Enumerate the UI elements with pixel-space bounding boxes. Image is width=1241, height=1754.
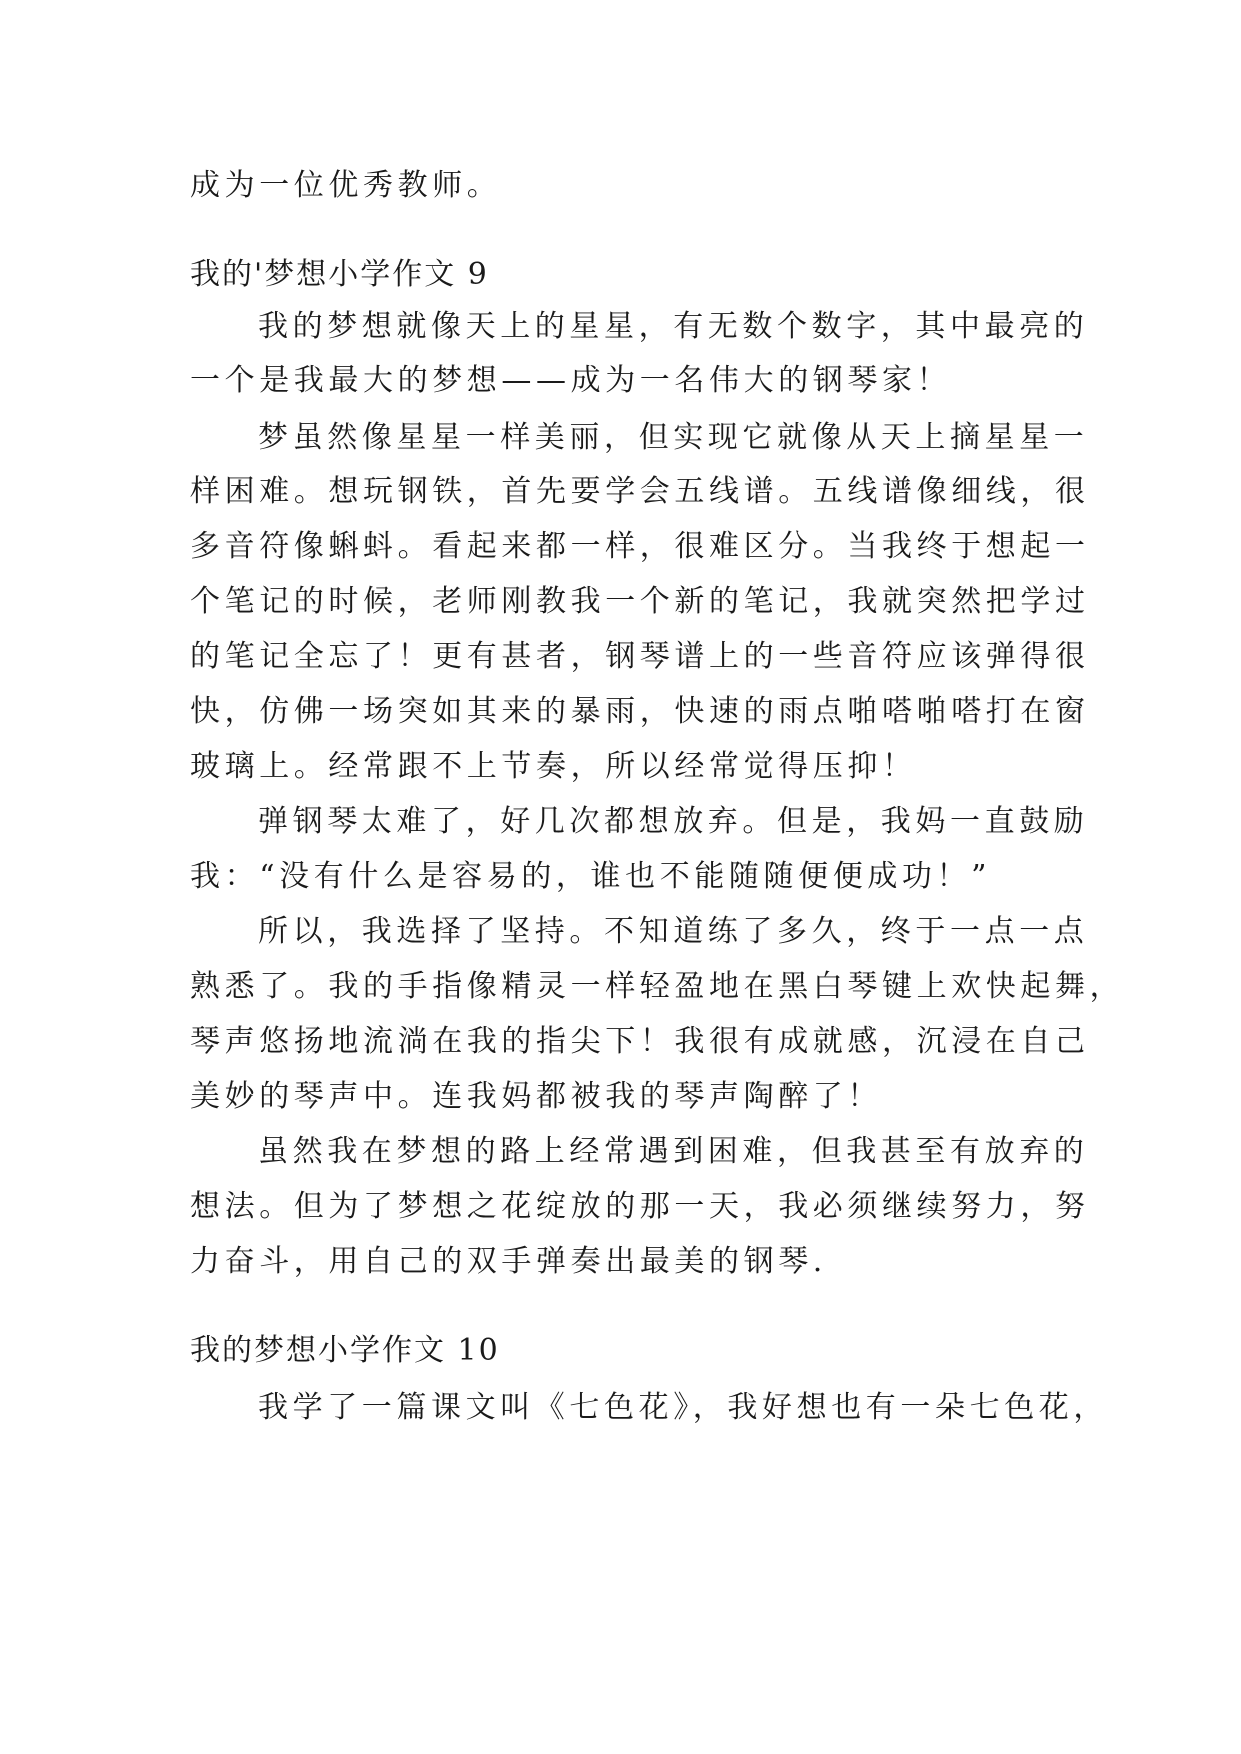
essay-9-paragraph-2-line-3: 多音符像蝌蚪。看起来都一样，很难区分。当我终于想起一 — [190, 529, 1090, 564]
essay-9-paragraph-5-line-3: 力奋斗，用自己的双手弹奏出最美的钢琴. — [190, 1244, 827, 1279]
essay-9-paragraph-3-line-2: 我：“没有什么是容易的，谁也不能随随便便成功！” — [190, 859, 992, 894]
essay-9-paragraph-2-line-4: 个笔记的时候，老师刚教我一个新的笔记，我就突然把学过 — [190, 584, 1090, 619]
essay-9-paragraph-2-line-5: 的笔记全忘了！更有甚者，钢琴谱上的一些音符应该弹得很 — [190, 639, 1090, 674]
essay-9-paragraph-1-line-1: 我的梦想就像天上的星星，有无数个数字，其中最亮的 — [258, 309, 1089, 344]
essay-10-title: 我的梦想小学作文 10 — [190, 1333, 500, 1368]
essay-9-paragraph-1-line-2: 一个是我最大的梦想——成为一名伟大的钢琴家！ — [190, 363, 952, 398]
essay-9-paragraph-5-line-1: 虽然我在梦想的路上经常遇到困难，但我甚至有放弃的 — [258, 1134, 1089, 1169]
essay-9-paragraph-2-line-7: 玻璃上。经常跟不上节奏，所以经常觉得压抑！ — [190, 749, 917, 784]
essay-9-paragraph-2-line-6: 快，仿佛一场突如其来的暴雨，快速的雨点啪嗒啪嗒打在窗 — [190, 694, 1090, 729]
essay-9-paragraph-4-line-3: 琴声悠扬地流淌在我的指尖下！我很有成就感，沉浸在自己 — [190, 1024, 1090, 1059]
essay-9-paragraph-4-line-2: 熟悉了。我的手指像精灵一样轻盈地在黑白琴键上欢快起舞， — [190, 969, 1125, 1004]
essay-8-closing-line: 成为一位优秀教师。 — [190, 168, 502, 203]
essay-9-title: 我的'梦想小学作文 9 — [190, 257, 489, 292]
essay-9-paragraph-4-line-1: 所以，我选择了坚持。不知道练了多久，终于一点一点 — [258, 914, 1089, 949]
essay-9-paragraph-5-line-2: 想法。但为了梦想之花绽放的那一天，我必须继续努力，努 — [190, 1189, 1090, 1224]
essay-9-paragraph-3-line-1: 弹钢琴太难了，好几次都想放弃。但是，我妈一直鼓励 — [258, 804, 1089, 839]
essay-10-paragraph-1-line-1: 我学了一篇课文叫《七色花》，我好想也有一朵七色花， — [258, 1390, 1108, 1425]
essay-9-paragraph-2-line-2: 样困难。想玩钢铁，首先要学会五线谱。五线谱像细线，很 — [190, 474, 1090, 509]
essay-9-paragraph-2-line-1: 梦虽然像星星一样美丽，但实现它就像从天上摘星星一 — [258, 420, 1089, 455]
essay-9-paragraph-4-line-4: 美妙的琴声中。连我妈都被我的琴声陶醉了！ — [190, 1079, 882, 1114]
